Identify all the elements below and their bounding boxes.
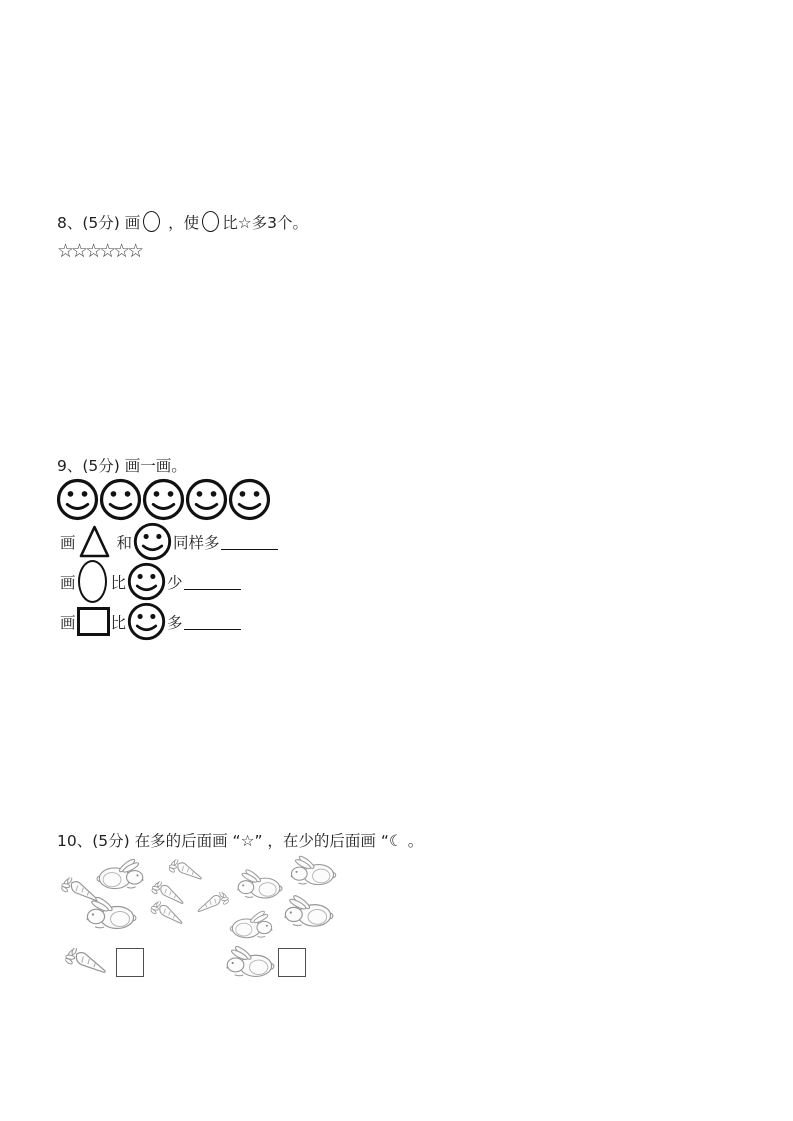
oval-shape — [78, 560, 107, 603]
carrot-figure — [60, 876, 102, 906]
answer-box — [116, 948, 144, 977]
rabbit-figure — [96, 858, 145, 890]
question-9-title: 9、(5分) 画一画。 — [57, 457, 187, 475]
carrot-figure — [64, 947, 110, 977]
question-8-text — [57, 211, 557, 233]
smiley-face-icon — [127, 602, 166, 641]
draw-verb: 画 — [60, 613, 76, 632]
rabbit-icon — [236, 868, 283, 900]
carrot-icon — [146, 900, 189, 929]
draw-verb: 画 — [60, 573, 76, 592]
question-8-prefix: 8、(5分) 画 — [57, 214, 141, 232]
rabbit-icon — [226, 910, 277, 939]
rabbit-icon — [85, 896, 137, 930]
smiley-face-icon — [142, 478, 185, 521]
rabbit-figure — [287, 855, 339, 886]
question-8-mid: ，使 — [163, 214, 200, 232]
q9-row-more — [60, 602, 241, 641]
connector: 比 — [110, 573, 127, 592]
carrot-icon — [64, 947, 110, 977]
smiley-face-icon — [133, 522, 172, 561]
smiley-face-icon — [185, 478, 228, 521]
rabbit-figure — [226, 910, 277, 939]
carrot-icon — [148, 880, 189, 908]
carrot-icon — [165, 859, 207, 884]
smiley-face-icon — [228, 478, 271, 521]
smiley-row — [56, 478, 271, 521]
rabbit-icon — [283, 893, 334, 929]
rabbit-figure — [236, 868, 283, 900]
rabbit-figure — [225, 945, 275, 978]
carrot-figure — [146, 900, 189, 929]
carrot-figure — [165, 859, 207, 884]
circle-glyph — [202, 211, 219, 232]
q9-row-same — [60, 522, 278, 561]
connector: 和 — [116, 533, 133, 552]
answer-blank — [184, 629, 241, 630]
carrot-figure — [191, 891, 233, 916]
question-10-title: 10、(5分) 在多的后面画 “☆” ，在少的后面画 “☾ 。 — [57, 832, 424, 850]
smiley-face-icon — [127, 562, 166, 601]
connector: 比 — [110, 613, 127, 632]
phrase: 少 — [167, 573, 183, 592]
draw-verb: 画 — [60, 533, 76, 552]
smiley-face-icon — [56, 478, 99, 521]
rabbit-figure — [85, 896, 137, 930]
triangle-shape — [79, 524, 110, 559]
carrot-icon — [191, 891, 233, 916]
smiley-face-icon — [99, 478, 142, 521]
rabbit-figure — [283, 893, 334, 929]
rabbit-icon — [287, 855, 339, 886]
circle-glyph — [143, 211, 160, 232]
q9-row-less — [60, 560, 241, 603]
phrase: 多 — [167, 613, 183, 632]
square-shape — [77, 607, 110, 636]
phrase: 同样多 — [173, 533, 220, 552]
answer-blank — [184, 589, 241, 590]
carrot-figure — [148, 880, 189, 908]
answer-blank — [221, 549, 278, 550]
carrot-icon — [60, 876, 102, 906]
rabbit-icon — [96, 858, 145, 890]
stars-row: ☆☆☆☆☆☆ — [57, 240, 142, 262]
question-8-tail: 比☆多3个。 — [222, 214, 308, 232]
rabbit-icon — [225, 945, 275, 978]
question-8 — [57, 211, 557, 262]
answer-box — [278, 948, 306, 977]
